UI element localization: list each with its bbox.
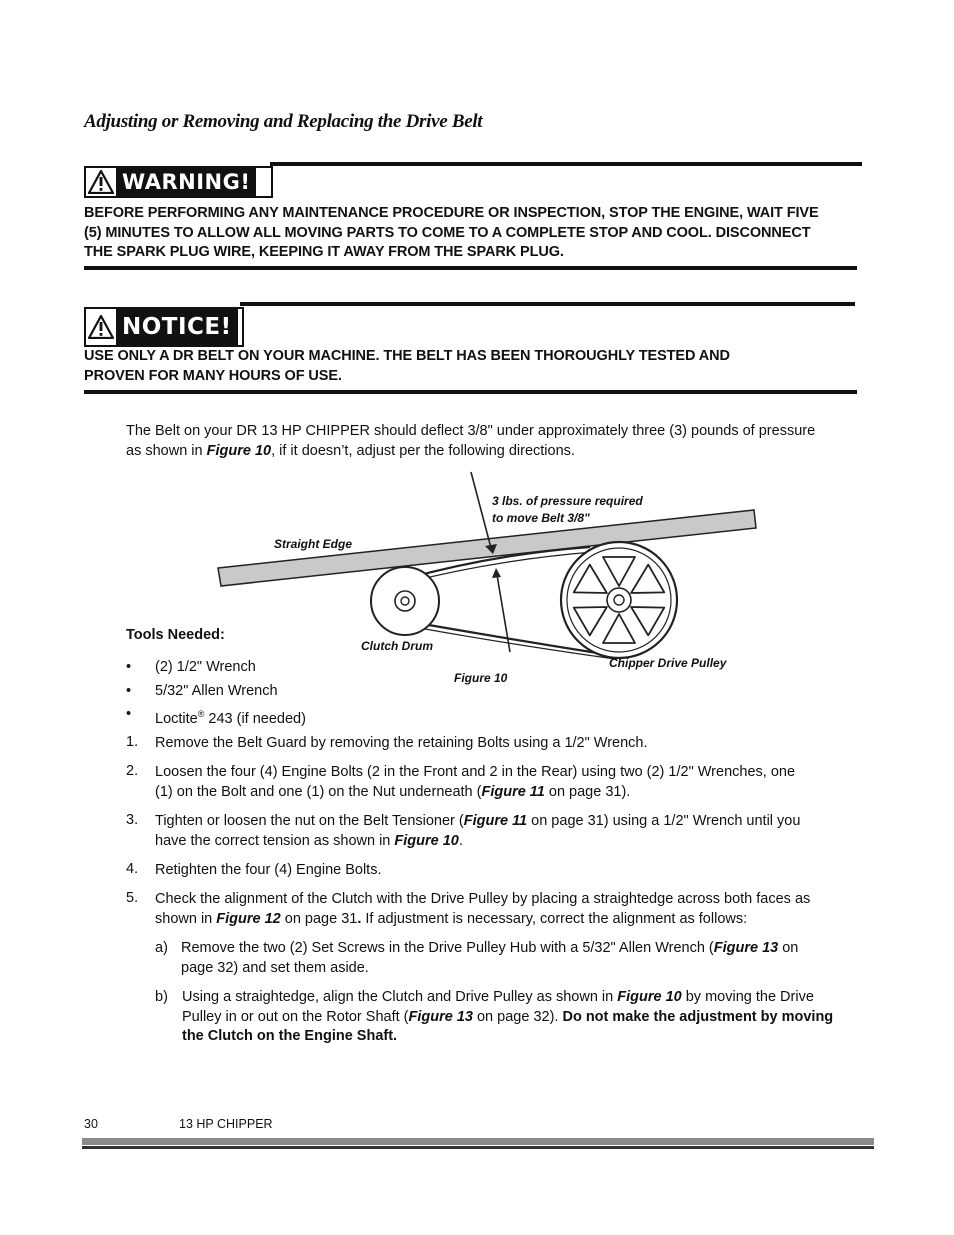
chipper-drive-pulley-label: Chipper Drive Pulley (609, 656, 727, 670)
intro-line-2: as shown in Figure 10, if it doesn’t, adjust per the following directions. (126, 442, 575, 459)
step-4: Retighten the four (4) Engine Bolts. (155, 862, 382, 878)
step-number: 5. (126, 890, 139, 906)
notice-triangle-icon (86, 309, 116, 345)
clutch-drum (371, 567, 439, 635)
bullet-icon: • (126, 659, 132, 675)
pulley-leader-head (492, 568, 501, 578)
tools-list-item: • 5/32" Allen Wrench (126, 683, 278, 699)
bullet-icon: • (126, 683, 132, 699)
warning-line: (5) MINUTES TO ALLOW ALL MOVING PARTS TO COME TO A COMPLETE STOP AND COOL. DISCONNECT (84, 224, 811, 241)
substep-label: a) (155, 940, 168, 956)
notice-text (84, 347, 730, 386)
intro-paragraph (126, 422, 866, 461)
footer-rule-dark (82, 1146, 874, 1149)
step-number: 3. (126, 812, 139, 828)
pressure-arrow-line (471, 472, 491, 548)
figure-caption: Figure 10 (454, 671, 508, 685)
tools-list-item: • (2) 1/2" Wrench (126, 659, 256, 675)
notice-badge (84, 307, 244, 347)
warning-label: WARNING! (116, 168, 256, 196)
bullet-icon: • (126, 706, 132, 722)
step-number: 2. (126, 763, 139, 779)
step-3: Tighten or loosen the nut on the Belt Tensioner (Figure 11 on page 31) using a 1/2" Wrench until you have the correct tension as shown in Figure 10. (155, 813, 801, 849)
step-1: Remove the Belt Guard by removing the retaining Bolts using a 1/2" Wrench. (155, 735, 648, 751)
substep-label: b) (155, 989, 168, 1005)
straight-edge-label: Straight Edge (274, 537, 353, 551)
warning-bottom-rule (84, 266, 857, 270)
tools-list-item: • Loctite® 243 (if needed) (126, 706, 306, 727)
warning-line: BEFORE PERFORMING ANY MAINTENANCE PROCEDURE OR INSPECTION, STOP THE ENGINE, WAIT FIVE (84, 205, 819, 221)
step-number: 1. (126, 734, 139, 750)
step-number: 4. (126, 861, 139, 877)
tools-heading: Tools Needed: (126, 627, 225, 643)
warning-line: THE SPARK PLUG WIRE, KEEPING IT AWAY FROM THE SPARK PLUG. (84, 244, 564, 260)
notice-top-rule (240, 302, 855, 306)
notice-line: PROVEN FOR MANY HOURS OF USE. (84, 367, 342, 384)
notice-line: USE ONLY A DR BELT ON YOUR MACHINE. THE BELT HAS BEEN THOROUGHLY TESTED AND (84, 348, 730, 364)
warning-triangle-icon (86, 167, 116, 197)
chipper-drive-pulley (561, 542, 677, 658)
page-number: 30 (84, 1117, 98, 1131)
warning-text (84, 204, 819, 263)
footer-rule (82, 1138, 874, 1145)
intro-line-1: The Belt on your DR 13 HP CHIPPER should deflect 3/8" under approximately three (3) pounds of pressure (126, 423, 816, 439)
clutch-drum-label: Clutch Drum (361, 639, 433, 653)
pressure-label: 3 lbs. of pressure required to move Belt 3/8" (492, 494, 643, 525)
section-title: Adjusting or Removing and Replacing the Drive Belt (84, 111, 483, 132)
warning-top-rule (270, 162, 862, 166)
substep-a: Remove the two (2) Set Screws in the Drive Pulley Hub with a 5/32" Allen Wrench (Figure 13 on page 32) and set them aside. (181, 940, 799, 976)
pulley-leader-line (497, 575, 510, 652)
step-2: Loosen the four (4) Engine Bolts (2 in the Front and 2 in the Rear) using two (2) 1/2" Wrenches, one (1) on the Bolt and one (1) on the Nut underneath (Figure 11 on page 31). (155, 764, 796, 800)
warning-badge (84, 166, 273, 198)
footer-product: 13 HP CHIPPER (179, 1117, 273, 1131)
notice-bottom-rule (84, 390, 857, 394)
notice-label: NOTICE! (116, 309, 238, 345)
substep-b: Using a straightedge, align the Clutch and Drive Pulley as shown in Figure 10 by moving the Drive Pulley in or out on the Rotor Shaft (Figure 13 on page 32). Do not make the adjustment by moving the Clutch on the Engine Shaft. (182, 989, 834, 1044)
step-5: Check the alignment of the Clutch with the Drive Pulley by placing a straightedge across both faces as shown in Figure 12 on page 31. If adjustment is necessary, correct the alignment as follows: (155, 891, 811, 927)
